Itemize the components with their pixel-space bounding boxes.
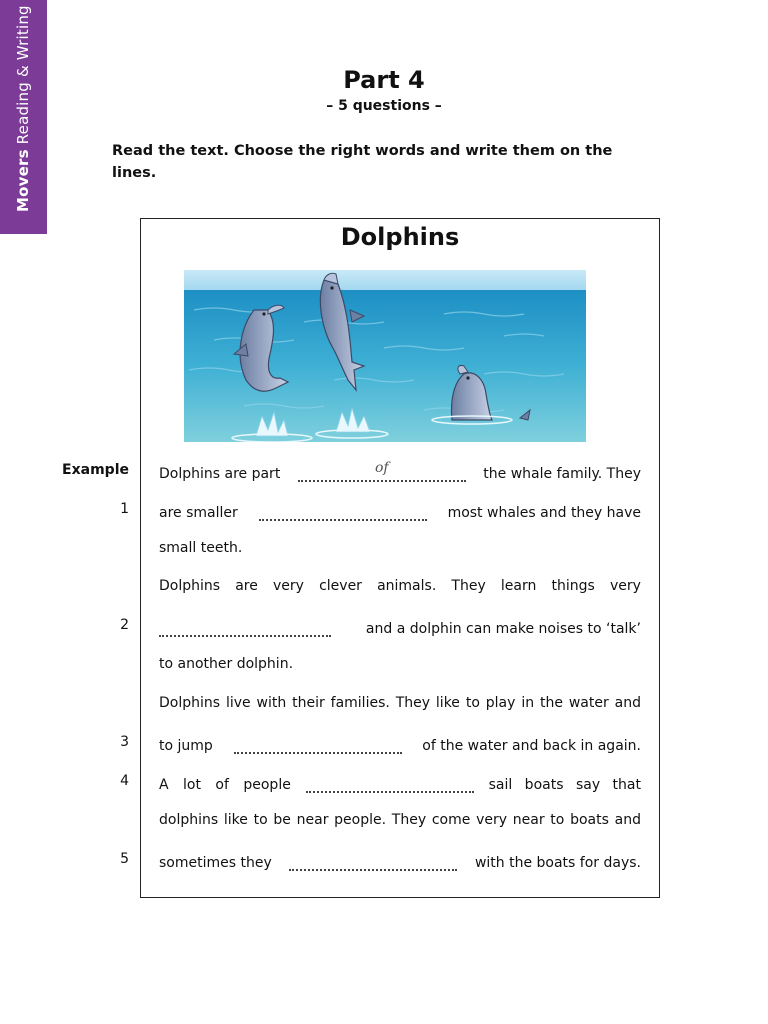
question-2-row: [0, 617, 768, 641]
text-before: sometimes they: [159, 855, 272, 871]
word: things: [551, 578, 595, 594]
word: with: [256, 695, 287, 711]
part-title: Part 4: [343, 66, 425, 94]
word: their: [292, 695, 325, 711]
word: dolphins: [159, 812, 219, 828]
word: boats: [570, 812, 609, 828]
sky: [184, 270, 586, 292]
word: They: [395, 695, 431, 711]
word: people.: [334, 812, 387, 828]
word: are: [235, 578, 258, 594]
text-after: the whale family. They: [483, 466, 641, 482]
word: very: [272, 578, 304, 594]
row-label: 3: [120, 734, 129, 750]
text-before: Dolphins are part: [159, 466, 281, 482]
question-5-row: [0, 851, 768, 875]
text-after: of the water and back in again.: [422, 738, 641, 754]
word: clever: [319, 578, 362, 594]
answer-blank-1[interactable]: [259, 505, 427, 521]
text-after: sail boats say that: [488, 777, 641, 793]
word: and: [614, 812, 641, 828]
paper-section: Reading & Writing: [14, 5, 32, 145]
word: to: [465, 695, 480, 711]
level-side-tab: [0, 0, 47, 234]
word: Dolphins: [159, 695, 221, 711]
word: Dolphins: [159, 578, 221, 594]
word: like: [223, 812, 248, 828]
dolphins-illustration: [184, 270, 586, 442]
text-row: [0, 812, 768, 836]
word: and: [614, 695, 641, 711]
word: be: [273, 812, 291, 828]
example-answer: of: [374, 460, 389, 476]
word: near: [512, 812, 545, 828]
word: the: [539, 695, 563, 711]
questions-count: – 5 questions –: [326, 98, 442, 114]
word: come: [431, 812, 471, 828]
word: to: [253, 812, 268, 828]
word: They: [391, 812, 427, 828]
text-row: [0, 540, 768, 564]
level-name: Movers: [14, 149, 32, 212]
word: water: [568, 695, 609, 711]
answer-blank-2[interactable]: [159, 621, 331, 637]
text-before: A lot of people: [159, 777, 291, 793]
row-label: 1: [120, 501, 129, 517]
text-line: to another dolphin.: [159, 656, 294, 672]
text-before: are smaller: [159, 505, 238, 521]
word: like: [435, 695, 460, 711]
word: play: [485, 695, 516, 711]
text-before: to jump: [159, 738, 213, 754]
question-3-row: [0, 734, 768, 758]
answer-blank-3[interactable]: [234, 738, 402, 754]
instructions: Read the text. Choose the right words and write them on the lines.: [112, 143, 613, 181]
example-answer-blank: [298, 460, 466, 482]
text-row: [0, 578, 768, 602]
word: very: [609, 578, 641, 594]
text-line: small teeth.: [159, 540, 243, 556]
word: learn: [500, 578, 537, 594]
word: live: [225, 695, 251, 711]
text-after: and a dolphin can make noises to ‘talk’: [365, 621, 641, 637]
row-label: 2: [120, 617, 129, 633]
text-after: with the boats for days.: [474, 855, 641, 871]
word: They: [451, 578, 486, 594]
row-label: 5: [120, 851, 129, 867]
answer-blank-4[interactable]: [306, 777, 474, 793]
text-row: [0, 695, 768, 719]
row-label: 4: [120, 773, 129, 789]
row-label: Example: [62, 462, 129, 478]
word: in: [521, 695, 535, 711]
example-row: [0, 462, 768, 486]
answer-blank-5[interactable]: [289, 855, 457, 871]
text-row: [0, 656, 768, 680]
word: very: [476, 812, 508, 828]
word: animals.: [377, 578, 437, 594]
text-title: Dolphins: [340, 223, 460, 251]
word: families.: [330, 695, 390, 711]
text-after: most whales and they have: [447, 505, 641, 521]
word: to: [550, 812, 565, 828]
question-1-row: [0, 501, 768, 525]
question-4-row: [0, 773, 768, 797]
word: near: [296, 812, 329, 828]
